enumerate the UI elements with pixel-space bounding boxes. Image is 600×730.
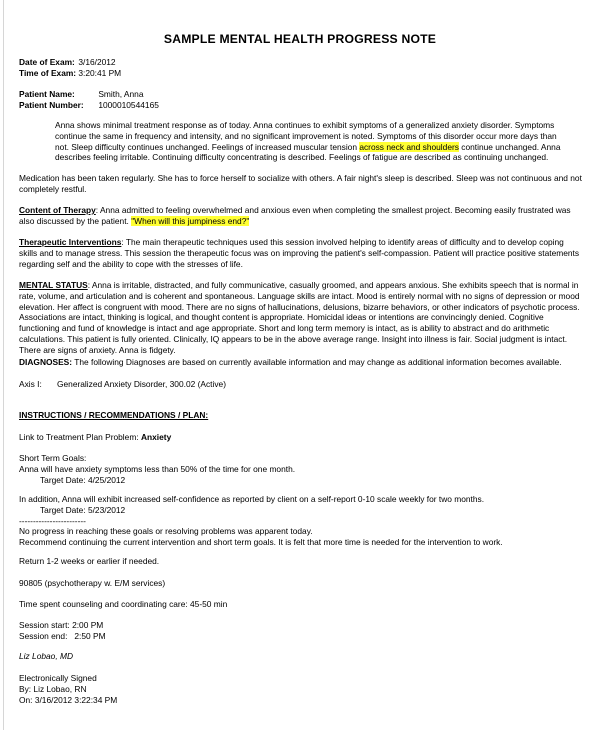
content-of-therapy — [19, 205, 583, 227]
interventions-label: Therapeutic Interventions — [19, 237, 122, 247]
signed-by: By: Liz Lobao, RN — [19, 683, 87, 694]
patient-name: Smith, Anna — [98, 89, 144, 99]
axis-value: Generalized Anxiety Disorder, 300.02 (Active) — [57, 379, 226, 389]
provider-name: Liz Lobao, MD — [19, 651, 73, 661]
mental-status — [19, 280, 583, 356]
exam-date: 3/16/2012 — [78, 57, 116, 67]
signed-on: On: 3/16/2012 3:22:34 PM — [19, 694, 118, 705]
patient-quote: "When will this jumpiness end?" — [131, 215, 250, 226]
goal-2-target-date: Target Date: 5/23/2012 — [40, 504, 126, 515]
session-start: Session start: 2:00 PM — [19, 620, 104, 630]
exam-time-label: Time of Exam: — [19, 67, 77, 78]
diagnoses — [19, 357, 583, 368]
session-end: Session end: 2:50 PM — [19, 630, 106, 641]
signed-statement: Electronically Signed — [19, 673, 97, 683]
mental-status-text: : Anna is irritable, distracted, and fully communicative, casually groomed, and appears anxious. She exhibits speech that is normal in rate, volume, and articulation and is coherent and spontaneous. Language skills are intact. Mood is entirely normal with no signs of depression or mood elevation. Her affect is congruent with mood. There are no signs of hallucinations, delusions, bizarre behaviors, or other indicators of psychotic process. Associations are intact, thinking is logical, and thought content is appropriate. Homicidal ideas or intentions are convincingly denied. Cognitive functioning and fund of knowledge is intact and age appropriate. Short and long term memory is intact, as is ability to abstract and do arithmetic calculations. This patient is fully oriented. Clinically, IQ appears to be in the above average range. Insight into illness is fair. Social judgment is intact. There are signs of anxiety. Anna is fidgety. — [19, 280, 580, 355]
signature-block — [19, 673, 583, 705]
diagnoses-label: DIAGNOSES: — [19, 357, 73, 367]
session-times — [19, 620, 583, 642]
content-of-therapy-label: Content of Therapy — [19, 205, 96, 215]
intro-text-1: Anna shows minimal treatment response as of today. Anna continues to exhibit symptoms of a generalized anxiety disorder. Symptoms continue the same in frequency and intensity, and no significant improvement is noted. Symptoms of this disorder occur more days than not. Sleep difficulty continues unchanged. Feelings of increased muscular tension — [55, 120, 557, 152]
billing-code: 90805 (psychotherapy w. E/M services) — [19, 578, 166, 588]
goal-2-block — [19, 494, 583, 548]
content-of-therapy-text: : Anna admitted to feeling overwhelmed and anxious even when completing the smallest project. Becoming easily frustrated was also discussed by the patient. — [19, 205, 571, 226]
diagnoses-text: The following Diagnoses are based on currently available information and may change as additional information becomes available. — [72, 357, 562, 367]
plan-heading: INSTRUCTIONS / RECOMMENDATIONS / PLAN: — [19, 410, 209, 420]
document-title: SAMPLE MENTAL HEALTH PROGRESS NOTE — [163, 32, 437, 46]
intro-paragraph — [55, 120, 565, 163]
axis-row — [19, 379, 583, 390]
exam-date-label: Date of Exam: — [19, 57, 75, 67]
patient-number: 1000010544165 — [98, 99, 159, 110]
axis-label: Axis I: — [19, 379, 42, 389]
recommendation: Recommend continuing the current intervention and short term goals. It is felt that more time is needed for the intervention to work. — [19, 537, 503, 548]
medication-paragraph: Medication has been taken regularly. She has to force herself to socialize with others. A fair night's sleep is described. Sleep was not continuous and not completely restful. — [19, 173, 582, 194]
exam-info — [19, 57, 583, 79]
mental-status-label: MENTAL STATUS — [19, 280, 88, 290]
intro-text-2: continue unchanged. Anna describes feeling irritable. Continuing difficulty concentrating is described. Feelings of fatigue are described as continuing unchanged. — [55, 141, 561, 163]
patient-number-label: Patient Number: — [19, 99, 84, 110]
treatment-link — [19, 432, 583, 443]
exam-time: 3:20:41 PM — [78, 67, 122, 78]
goal-2: In addition, Anna will exhibit increased self-confidence as reported by client on a self-report 0-10 scale weekly for two months. — [19, 494, 485, 504]
short-term-goals — [19, 453, 583, 485]
interventions-text: : The main therapeutic techniques used this session involved helping to identify areas of difficulty and to develop coping skills and to manage stress. This session the therapeutic focus was on improving the patient's self-compassion. Patient will practice positive statements regarding self and the ability to cope with the stresses of life. — [19, 237, 580, 269]
time-spent: Time spent counseling and coordinating care: 45-50 min — [19, 599, 228, 609]
therapeutic-interventions — [19, 237, 583, 269]
treatment-link-value: Anxiety — [140, 432, 172, 442]
goal-1-target-date: Target Date: 4/25/2012 — [40, 474, 126, 485]
patient-info — [19, 89, 583, 111]
progress-statement: No progress in reaching these goals or resolving problems was apparent today. — [19, 526, 313, 537]
goal-1: Anna will have anxiety symptoms less than 50% of the time for one month. — [19, 463, 296, 474]
patient-name-label: Patient Name: — [19, 89, 75, 99]
highlighted-phrase: across neck and shoulders — [359, 141, 459, 152]
stg-label: Short Term Goals: — [19, 453, 87, 463]
treatment-link-label: Link to Treatment Plan Problem: — [19, 432, 141, 442]
separator-line: ------------------------ — [19, 515, 86, 526]
return-instruction: Return 1-2 weeks or earlier if needed. — [19, 556, 160, 566]
